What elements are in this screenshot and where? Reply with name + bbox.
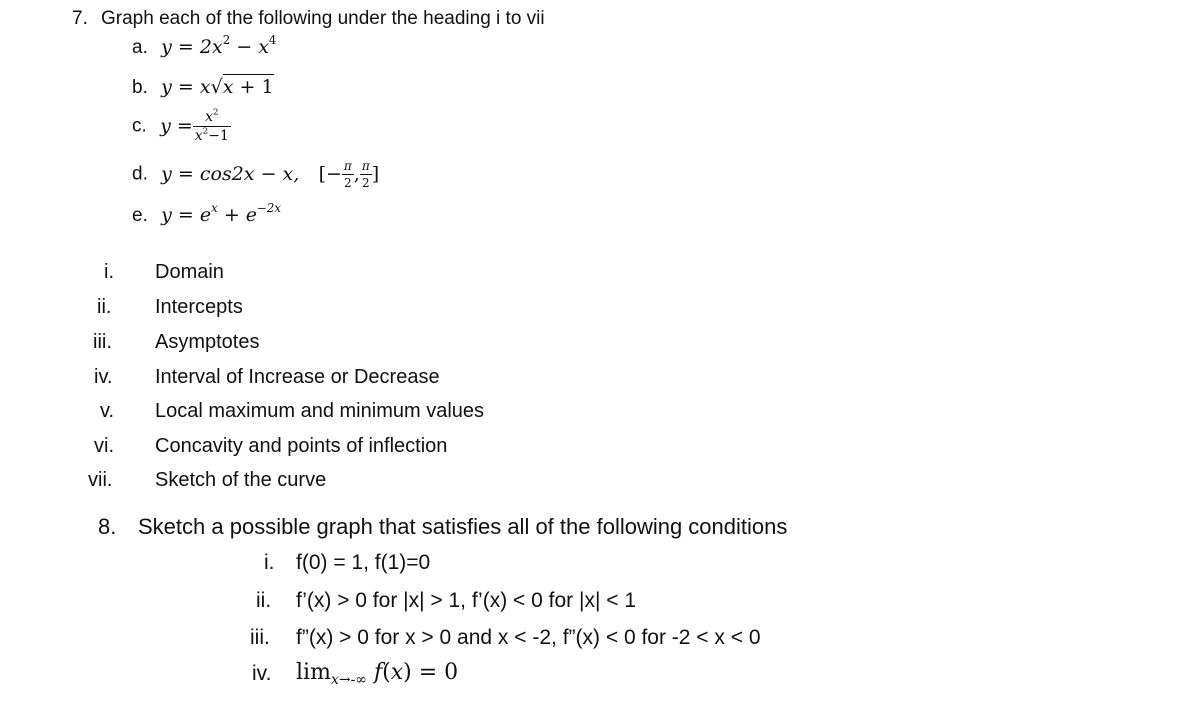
- part-label: b.: [132, 77, 148, 98]
- limit-expression: $\lim_{x\to-\infty} f(x) = 0$: [296, 660, 459, 688]
- heading-numeral: iii.: [93, 331, 112, 353]
- q7-number: 7.: [72, 8, 88, 29]
- condition-text: f(0) = 1, f(1)=0: [296, 551, 431, 574]
- q7-part-d: [132, 160, 379, 189]
- q7-part-e: [132, 201, 282, 227]
- heading-numeral: v.: [100, 400, 115, 422]
- condition-text: f”(x) > 0 for x > 0 and x < -2, f”(x) < 0 for -2 < x < 0: [296, 626, 761, 649]
- condition-numeral: iii.: [250, 626, 270, 649]
- heading-text: Intercepts: [155, 296, 243, 318]
- q7-part-a: [132, 33, 277, 59]
- part-label: e.: [132, 205, 148, 226]
- equation-c: y = $\frac{x^2}{x^2-1}$: [160, 107, 229, 144]
- heading-text: Concavity and points of inflection: [155, 435, 448, 457]
- condition-numeral: i.: [264, 551, 275, 574]
- condition-numeral: ii.: [256, 589, 272, 612]
- part-label: d.: [132, 163, 148, 185]
- part-label: c.: [132, 115, 147, 137]
- part-label: a.: [132, 37, 148, 58]
- condition-numeral: iv.: [252, 662, 272, 685]
- equation-a: $y = 2x^2 - x^4$: [161, 33, 277, 58]
- heading-numeral: i.: [104, 261, 114, 283]
- q8-heading: Sketch a possible graph that satisfies all of the following conditions: [138, 514, 788, 539]
- q7-heading: Graph each of the following under the heading i to vii: [101, 8, 545, 29]
- heading-numeral: ii.: [97, 296, 112, 318]
- q7-part-b: [132, 76, 274, 99]
- heading-text: Local maximum and minimum values: [155, 400, 485, 422]
- heading-text: Interval of Increase or Decrease: [155, 366, 440, 388]
- heading-numeral: iv.: [94, 366, 113, 388]
- heading-text: Asymptotes: [155, 331, 260, 353]
- heading-text: Sketch of the curve: [155, 469, 327, 491]
- heading-numeral: vi.: [94, 435, 114, 457]
- q8-number: 8.: [98, 514, 117, 539]
- condition-text: f’(x) > 0 for |x| > 1, f’(x) < 0 for |x| < 1: [296, 589, 637, 612]
- equation-b: y = x√x + 1: [161, 76, 274, 98]
- q7-part-c: [132, 107, 231, 144]
- heading-numeral: vii.: [88, 469, 113, 491]
- equation-d: y = cos2x − x,: [161, 162, 300, 185]
- equation-e: $y = e^x + e^{-2x}$: [161, 201, 282, 226]
- heading-text: Domain: [155, 261, 224, 283]
- interval-d: [− $\frac{\pi}{2}$ , $\frac{\pi}{2}$ ]: [318, 159, 380, 190]
